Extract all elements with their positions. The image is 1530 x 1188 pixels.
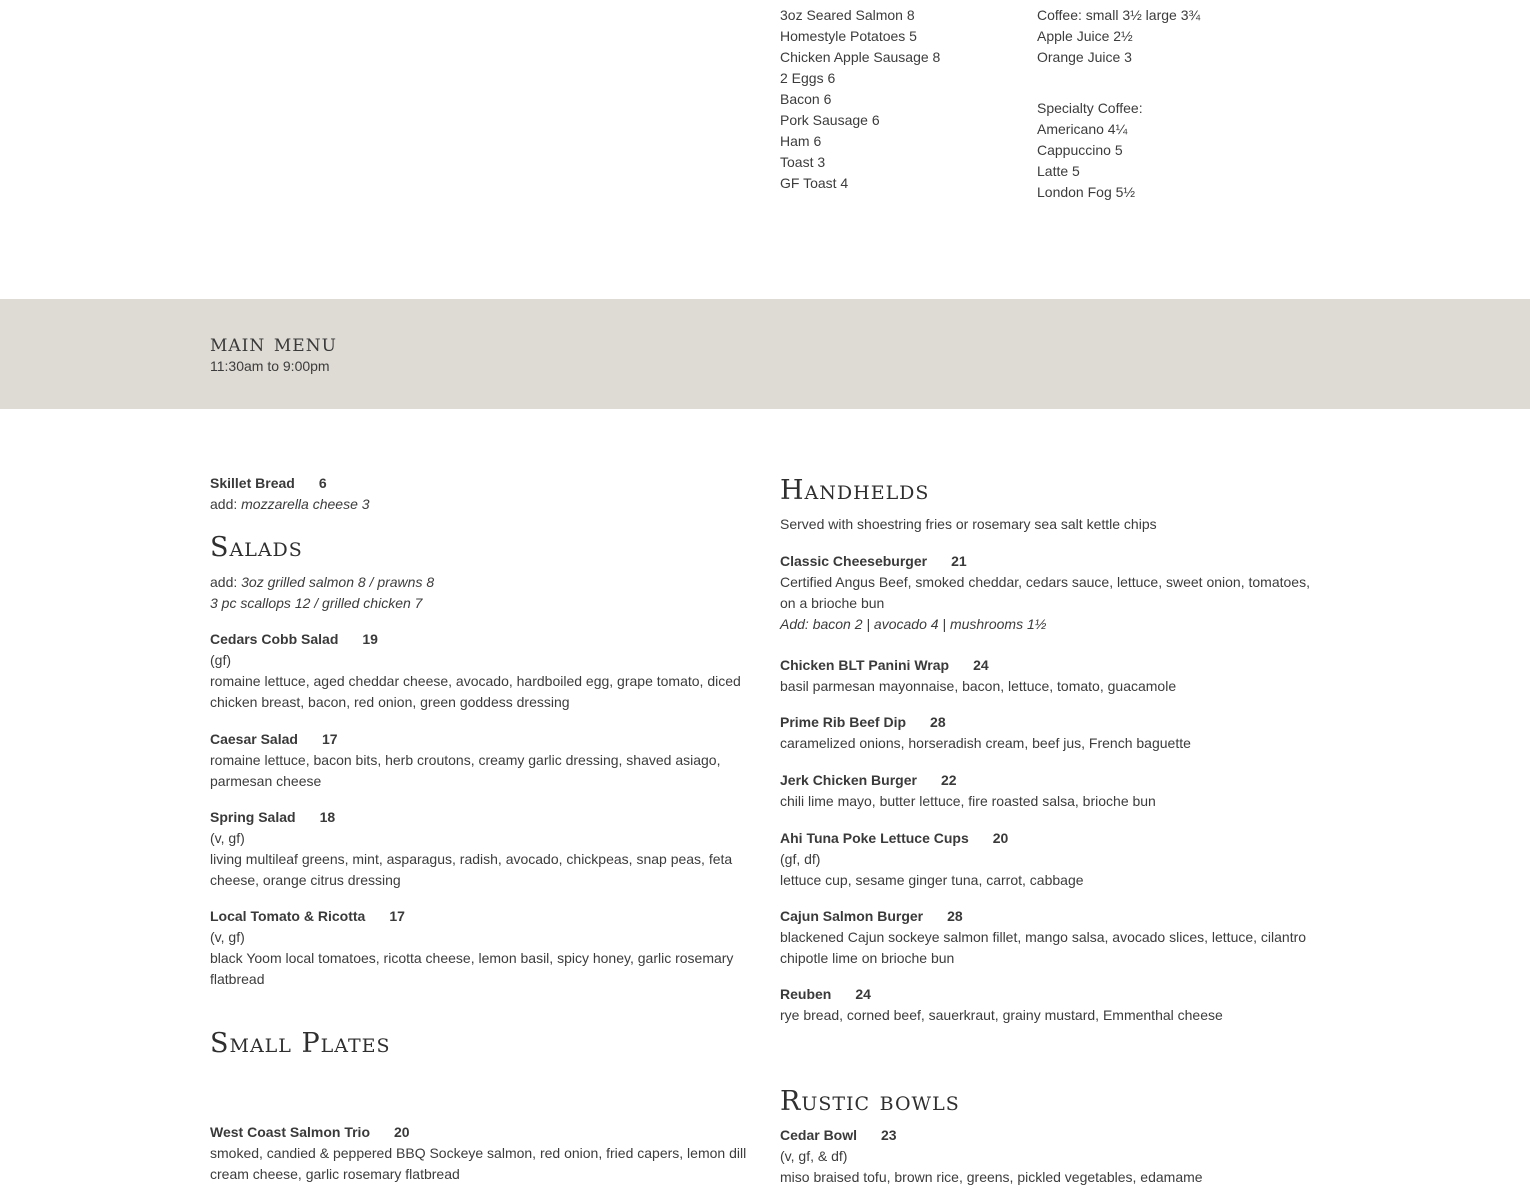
specialty-coffee-heading: Specialty Coffee: [1037, 100, 1143, 116]
item-tags: (v, gf) [210, 929, 245, 945]
item-name: Local Tomato & Ricotta [210, 908, 366, 924]
skillet-bread-item [210, 473, 750, 515]
item-price: 6 [318, 475, 327, 491]
main-menu-title: main menu [210, 329, 337, 357]
side-item: Ham 6 [780, 133, 822, 149]
beverage-item: Apple Juice 2½ [1037, 28, 1133, 44]
item-description: Certified Angus Beef, smoked cheddar, cedars sauce, lettuce, sweet onion, tomatoes, on a brioche bun [780, 574, 1310, 611]
side-item: GF Toast 4 [780, 175, 849, 191]
menu-item [210, 629, 750, 713]
coffee-item: Americano 4¼ [1037, 121, 1128, 137]
menu-item [210, 729, 750, 792]
menu-item [780, 770, 1320, 812]
menu-item [780, 712, 1320, 754]
item-description: living multileaf greens, mint, asparagus, radish, avocado, chickpeas, snap peas, feta cheese, orange citrus dressing [210, 851, 733, 888]
side-item: 3oz Seared Salmon 8 [780, 7, 915, 23]
salads-heading: Salads [210, 532, 303, 563]
specialty-coffee-list [1037, 98, 1297, 203]
salads-addons [210, 572, 750, 614]
breakfast-sides-list [780, 5, 1020, 194]
item-name: Prime Rib Beef Dip [780, 714, 907, 730]
item-description: basil parmesan mayonnaise, bacon, lettuce, tomato, guacamole [780, 678, 1177, 694]
item-addons: Add: bacon 2 | avocado 4 | mushrooms 1½ [780, 616, 1047, 632]
item-name: Cedars Cobb Salad [210, 631, 339, 647]
side-item: Chicken Apple Sausage 8 [780, 49, 941, 65]
menu-item [210, 807, 750, 891]
side-item: Bacon 6 [780, 91, 832, 107]
item-name: Classic Cheeseburger [780, 553, 928, 569]
item-name: Reuben [780, 986, 832, 1002]
menu-item [780, 984, 1320, 1026]
item-tags: (gf) [210, 652, 231, 668]
menu-item [210, 1122, 750, 1185]
handhelds-subtitle: Served with shoestring fries or rosemary sea salt kettle chips [780, 516, 1157, 532]
main-menu-hours: 11:30am to 9:00pm [210, 358, 330, 374]
beverages-list [1037, 5, 1297, 68]
item-tags: (v, gf, & df) [780, 1148, 848, 1164]
item-price: 24 [855, 986, 871, 1002]
small-plates-heading: Small Plates [210, 1028, 391, 1059]
item-name: Spring Salad [210, 809, 296, 825]
menu-item [780, 828, 1320, 891]
item-name: Skillet Bread [210, 475, 295, 491]
coffee-item: Latte 5 [1037, 163, 1080, 179]
beverage-item: Orange Juice 3 [1037, 49, 1132, 65]
item-name: West Coast Salmon Trio [210, 1124, 370, 1140]
side-item: Pork Sausage 6 [780, 112, 880, 128]
item-description: chili lime mayo, butter lettuce, fire roasted salsa, brioche bun [780, 793, 1156, 809]
item-description: miso braised tofu, brown rice, greens, pickled vegetables, edamame [780, 1169, 1203, 1185]
coffee-item: London Fog 5½ [1037, 184, 1136, 200]
item-name: Caesar Salad [210, 731, 298, 747]
item-price: 20 [394, 1124, 410, 1140]
item-name: Jerk Chicken Burger [780, 772, 917, 788]
menu-item [780, 655, 1320, 697]
item-name: Chicken BLT Panini Wrap [780, 657, 950, 673]
menu-item [210, 906, 750, 990]
add-option: mozzarella cheese 3 [241, 496, 370, 512]
item-price: 20 [992, 830, 1009, 846]
side-item: 2 Eggs 6 [780, 70, 836, 86]
item-description: romaine lettuce, bacon bits, herb croutons, creamy garlic dressing, shaved asiago, parmesan cheese [210, 752, 721, 789]
item-price: 22 [940, 772, 957, 788]
item-description: smoked, candied & peppered BBQ Sockeye salmon, red onion, fried capers, lemon dill cream cheese, garlic rosemary flatbread [210, 1145, 747, 1182]
item-price: 24 [973, 657, 989, 673]
side-item: Homestyle Potatoes 5 [780, 28, 917, 44]
add-prefix: add: [210, 574, 242, 590]
handhelds-heading: Handhelds [780, 475, 930, 506]
item-description: blackened Cajun sockeye salmon fillet, mango salsa, avocado slices, lettuce, cilantro chipotle lime on brioche bun [780, 929, 1307, 966]
item-price: 28 [947, 908, 963, 924]
item-description: rye bread, corned beef, sauerkraut, grainy mustard, Emmenthal cheese [780, 1007, 1223, 1023]
item-price: 17 [389, 908, 405, 924]
item-price: 17 [321, 731, 338, 747]
rustic-bowls-heading: Rustic bowls [780, 1086, 960, 1117]
item-price: 28 [930, 714, 946, 730]
item-description: black Yoom local tomatoes, ricotta cheese, lemon basil, spicy honey, garlic rosemary flatbread [210, 950, 734, 987]
item-description: lettuce cup, sesame ginger tuna, carrot, cabbage [780, 872, 1084, 888]
add-option: 3 pc scallops 12 / grilled chicken 7 [210, 595, 423, 611]
menu-item [780, 551, 1320, 635]
item-tags: (v, gf) [210, 830, 245, 846]
coffee-item: Cappuccino 5 [1037, 142, 1123, 158]
item-price: 21 [951, 553, 967, 569]
add-option: 3oz grilled salmon 8 / prawns 8 [241, 574, 435, 590]
item-name: Cajun Salmon Burger [780, 908, 924, 924]
item-name: Ahi Tuna Poke Lettuce Cups [780, 830, 969, 846]
side-item: Toast 3 [780, 154, 826, 170]
item-price: 18 [319, 809, 336, 825]
menu-item [780, 906, 1320, 969]
item-price: 19 [362, 631, 378, 647]
item-price: 23 [881, 1127, 897, 1143]
beverage-item: Coffee: small 3½ large 3¾ [1037, 7, 1201, 23]
item-tags: (gf, df) [780, 851, 821, 867]
item-description: caramelized onions, horseradish cream, beef jus, French baguette [780, 735, 1191, 751]
menu-item [780, 1125, 1320, 1188]
item-name: Cedar Bowl [780, 1127, 858, 1143]
add-prefix: add: [210, 496, 242, 512]
item-description: romaine lettuce, aged cheddar cheese, avocado, hardboiled egg, grape tomato, diced chicken breast, bacon, red onion, green goddess dressing [210, 673, 741, 710]
